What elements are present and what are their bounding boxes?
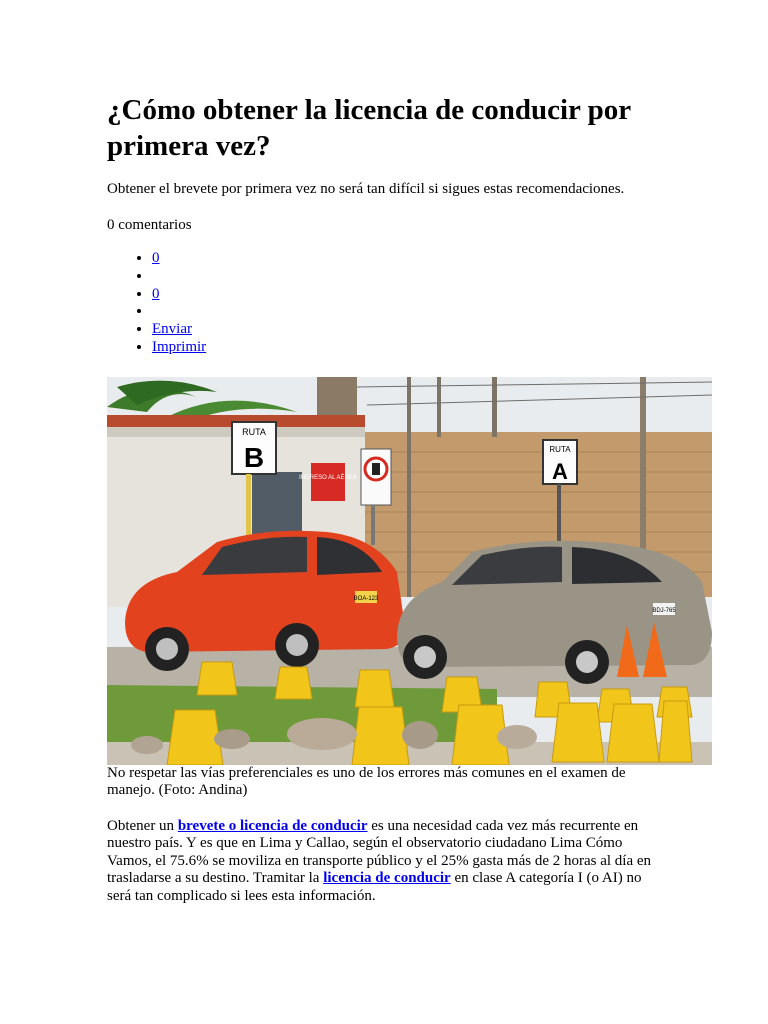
share-item-empty — [152, 268, 717, 286]
share-count-link[interactable]: 0 — [152, 250, 160, 266]
article-title: ¿Cómo obtener la licencia de conducir por primera vez? — [107, 94, 631, 162]
share-item-empty — [152, 303, 717, 321]
article — [107, 92, 717, 905]
share-item-send — [152, 321, 717, 339]
share-list — [107, 250, 717, 357]
license-link-secondary[interactable]: licencia de conducir — [323, 870, 451, 887]
print-link[interactable]: Imprimir — [152, 338, 207, 355]
share-item-twitter — [152, 286, 717, 304]
sign-a-top: RUTA — [549, 444, 571, 454]
share-item-facebook — [152, 250, 717, 268]
gray-car-plate: BDJ-765 — [652, 607, 676, 614]
red-car-plate: BOA-123 — [353, 595, 379, 602]
send-link[interactable]: Enviar — [152, 321, 192, 338]
license-link[interactable]: brevete o licencia de conducir — [177, 817, 368, 834]
article-body-paragraph — [107, 818, 667, 906]
article-photo — [107, 377, 712, 765]
sign-a-letter: A — [552, 458, 568, 484]
sign-b-top: RUTA — [242, 426, 266, 437]
body-text-segment: es una necesidad cada vez más recurrente en nuestro país. Y es que en Lima y Callao, según el observatorio ciudadano Lima Cómo Vamos, el 75.6% se moviliza en transporte público y el 25% gasta más de 2 horas al día en trasladarse a su destino. Tramitar la — [107, 817, 652, 887]
comments-count[interactable]: 0 comentarios — [107, 217, 192, 233]
body-text-segment: Obtener un — [107, 817, 178, 834]
share-count-link[interactable]: 0 — [152, 285, 160, 302]
article-summary: Obtener el brevete por primera vez no será tan difícil si sigues estas recomendaciones. — [107, 181, 625, 197]
sign-b-letter: B — [243, 441, 265, 473]
photo-caption: No respetar las vías preferenciales es uno de los errores más comunes en el examen de manejo. (Foto: Andina) — [107, 764, 626, 799]
body-text-segment: en clase A categoría I (o AI) no será tan complicado si lees esta información. — [107, 870, 642, 904]
share-item-print — [152, 339, 717, 357]
red-sign-text: INGRESO AL AÉREA — [299, 474, 357, 481]
